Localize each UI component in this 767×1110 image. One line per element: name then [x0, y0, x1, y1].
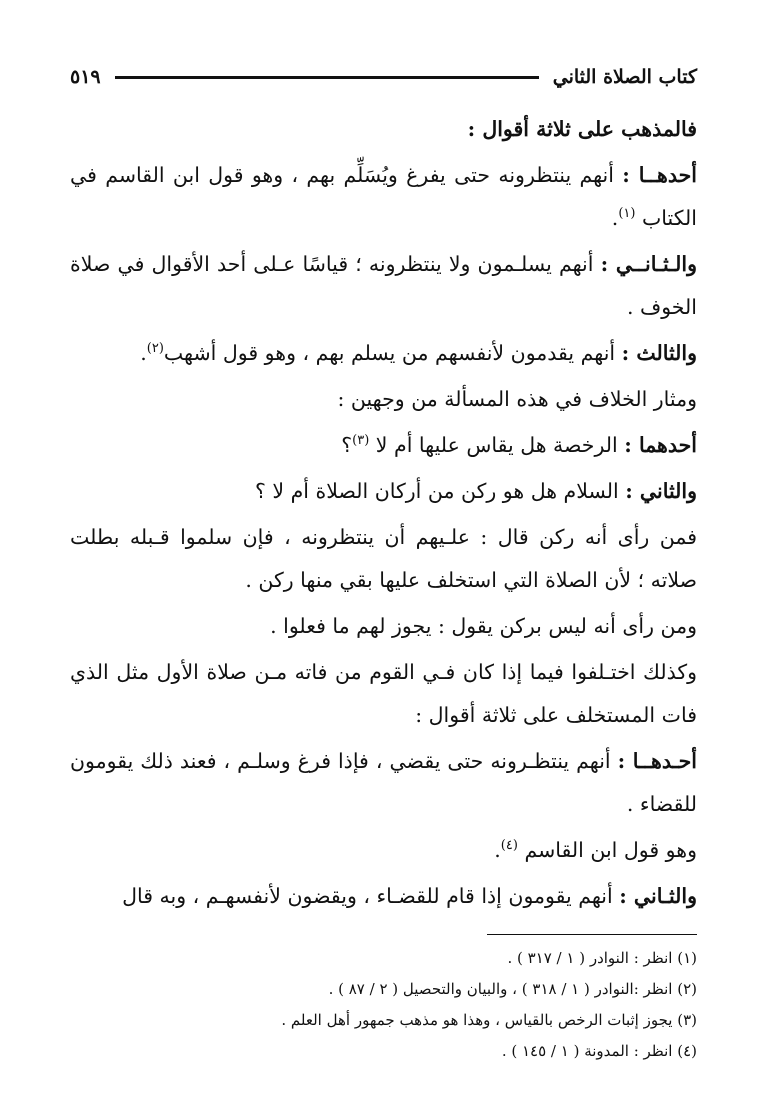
- footnote: (١) انظر : النوادر ( ١ / ٣١٧ ) .: [507, 949, 697, 967]
- paragraph: [70, 516, 697, 602]
- paragraph: [70, 424, 697, 467]
- paragraph-text: ومثار الخلاف في هذه المسألة من وجهين :: [337, 387, 697, 411]
- paragraph: [70, 154, 697, 240]
- header-rule: [115, 76, 539, 79]
- paragraph-tail: ؟: [341, 433, 353, 457]
- paragraph-lead: والثالث :: [621, 341, 697, 365]
- paragraph-lead: والـثـانــي :: [600, 252, 697, 276]
- paragraph-tail: .: [611, 206, 619, 230]
- paragraph-lead: أحدهــا :: [622, 163, 698, 187]
- paragraph-lead: فالمذهب على ثلاثة أقوال :: [467, 117, 697, 141]
- paragraph-text: ومن رأى أنه ليس بركن يقول : يجوز لهم ما فعلوا .: [270, 614, 697, 638]
- paragraph-tail: .: [494, 838, 501, 862]
- paragraph-lead: والثـاني :: [619, 884, 697, 908]
- paragraph: [70, 829, 697, 872]
- footnote: (٢) انظر :النوادر ( ١ / ٣١٨ ) ، والبيان والتحصيل ( ٢ / ٨٧ ) .: [328, 980, 697, 998]
- paragraph: [70, 470, 697, 513]
- paragraph-text: أنهم ينتظـرونه حتى يقضي ، فإذا فرغ وسلـم ، فعند ذلك يقومون للقضاء .: [70, 749, 697, 816]
- paragraph-lead: أحدهما :: [624, 433, 697, 457]
- paragraph-text: وكذلك اختـلفوا فيما إذا كان فـي القوم من فاته مـن صلاة الأول مثل الذي فات المستخلف على ثلاثة أقوال :: [70, 660, 697, 727]
- paragraph: [70, 651, 697, 737]
- paragraph: [70, 378, 697, 421]
- paragraph: [70, 740, 697, 826]
- paragraph: [70, 875, 697, 918]
- footnote: (٤) انظر : المدونة ( ١ / ١٤٥ ) .: [501, 1042, 697, 1060]
- footnote-ref: (٤): [500, 838, 518, 854]
- footnote-ref: (١): [618, 206, 636, 222]
- paragraph-text: أنهم يسلـمون ولا ينتظرونه ؛ قياسًا عـلى أحد الأقوال في صلاة الخوف .: [70, 252, 697, 319]
- paragraph-text: وهو قول ابن القاسم: [524, 838, 697, 862]
- paragraph: [70, 605, 697, 648]
- paragraph: [70, 243, 697, 329]
- footnote-ref: (٣): [352, 433, 370, 449]
- footnote-separator: [487, 934, 697, 935]
- paragraph-text: أنهم يقدمون لأنفسهم من يسلم بهم ، وهو قول أشهب: [163, 341, 622, 365]
- paragraph-lead: أحـدهــا :: [617, 749, 697, 773]
- paragraph-text: فمن رأى أنه ركن قال : علـيهم أن ينتظرونه ، فإن سلموا قـبله بطلت صلاته ؛ لأن الصلاة التي استخلف عليها بقي منها ركن .: [70, 525, 697, 592]
- page-number: ٥١٩: [70, 66, 101, 88]
- footnotes: [70, 943, 697, 1067]
- paragraph-text: أنهم ينتظرونه حتى يفرغ ويُسَلِّم بهم ، وهو قول ابن القاسم في الكتاب: [70, 163, 697, 230]
- paragraph-lead: والثاني :: [625, 479, 697, 503]
- paragraph-text: الرخصة هل يقاس عليها أم لا: [375, 433, 625, 457]
- paragraph: [70, 108, 697, 151]
- footnote-ref: (٢): [146, 341, 164, 357]
- footnote: (٣) يجوز إثبات الرخص بالقياس ، وهذا هو مذهب جمهور أهل العلم .: [281, 1011, 697, 1029]
- paragraph-tail: .: [140, 341, 147, 365]
- paragraph: [70, 332, 697, 375]
- paragraph-text: السلام هل هو ركن من أركان الصلاة أم لا ؟: [255, 479, 626, 503]
- body-text: [70, 108, 697, 918]
- paragraph-text: أنهم يقومون إذا قام للقضـاء ، ويقضون لأنفسهـم ، وبه قال: [122, 884, 620, 908]
- running-header: [70, 60, 697, 94]
- running-title: كتاب الصلاة الثاني: [552, 66, 697, 88]
